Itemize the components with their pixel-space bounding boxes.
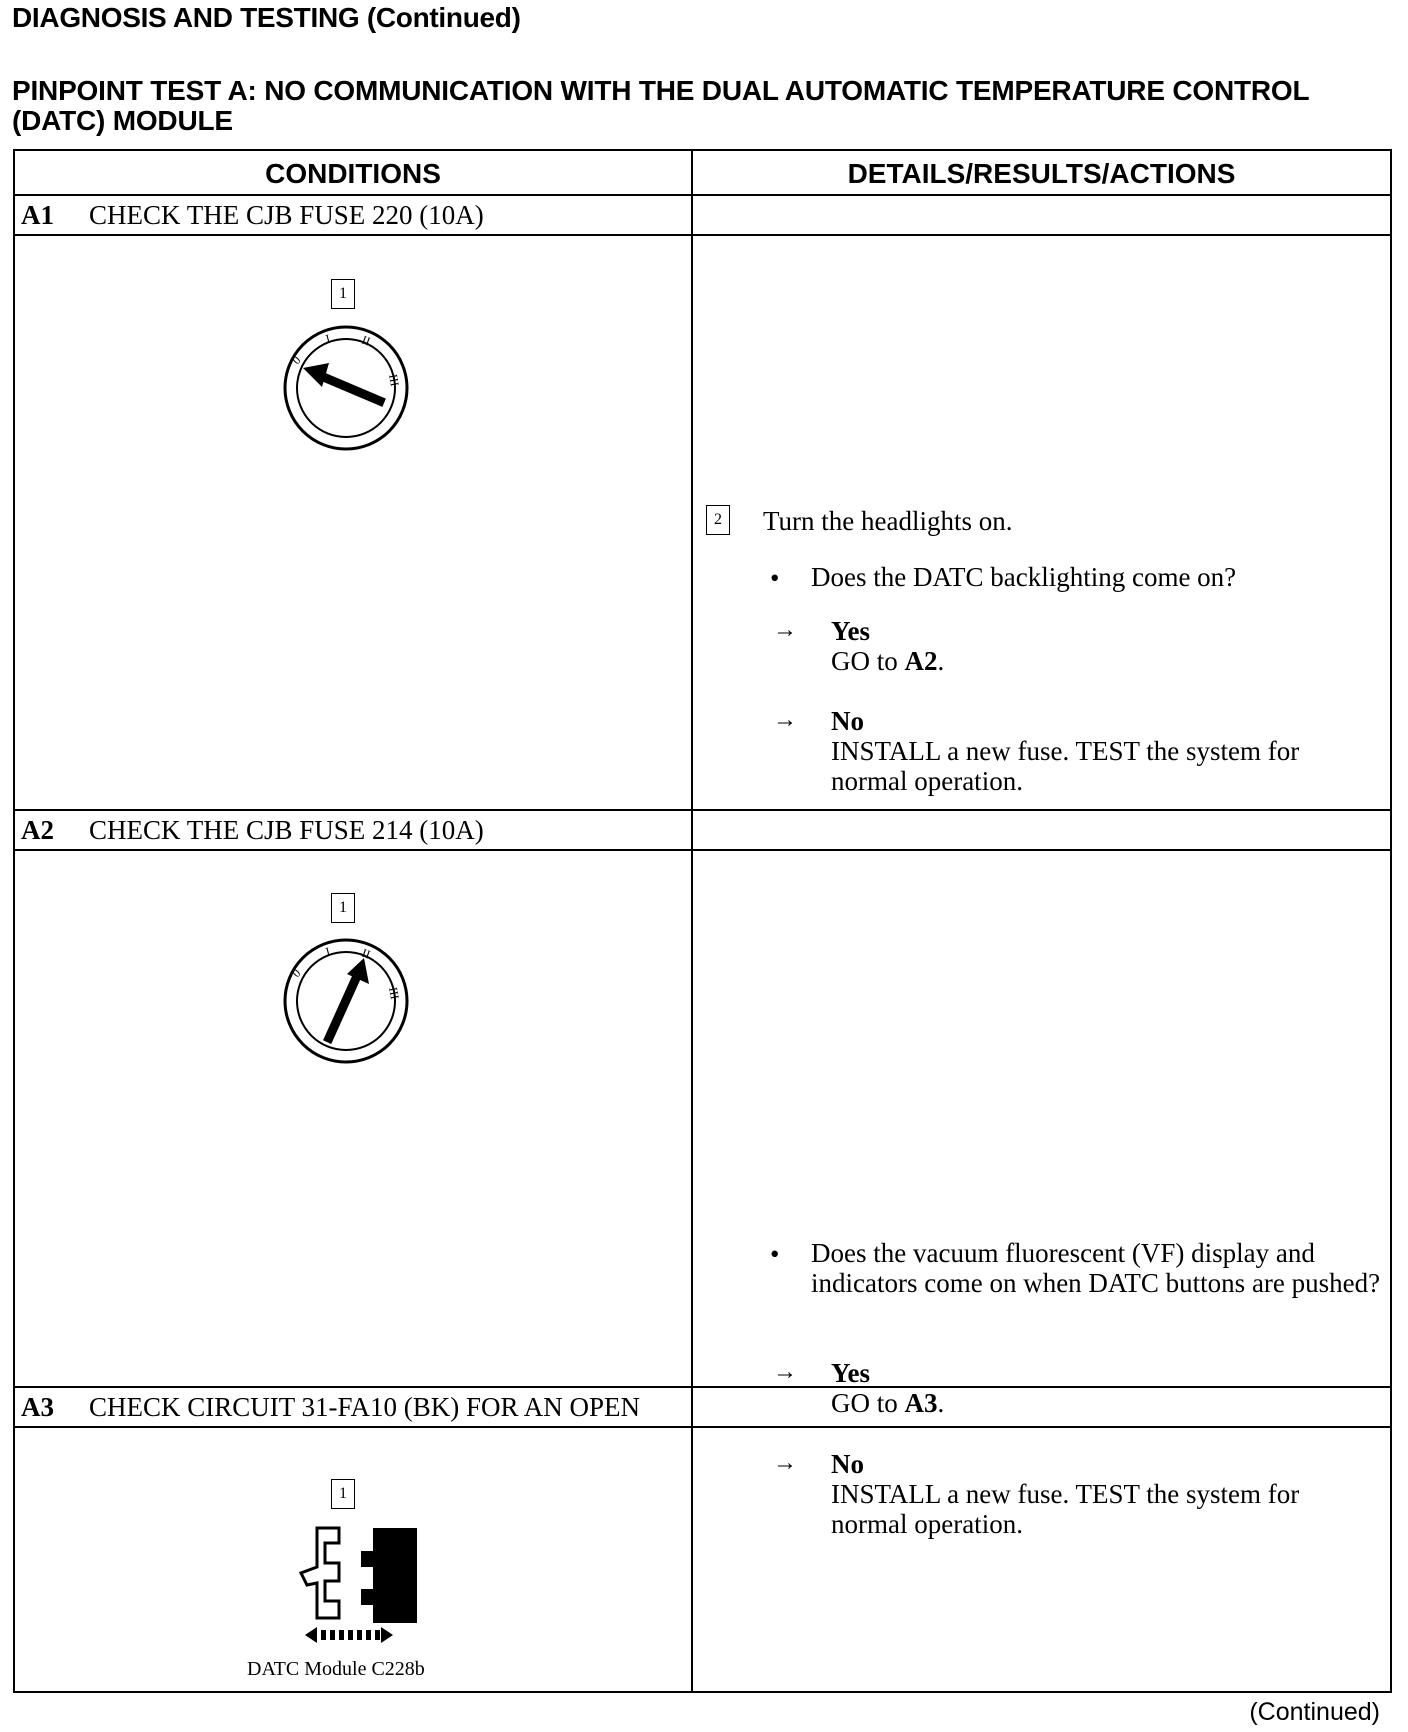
arrow-right-icon: →	[773, 1359, 797, 1385]
bullet-icon: •	[770, 1239, 780, 1269]
arrow-right-icon: →	[773, 707, 797, 733]
arrow-right-icon: →	[773, 617, 797, 643]
step-a3-header	[21, 1387, 640, 1427]
dial-label-2: II	[359, 332, 373, 349]
no-action: INSTALL a new fuse. TEST the system for normal operation.	[831, 736, 1300, 796]
yes-label: Yes	[831, 1358, 870, 1388]
column-divider	[691, 151, 693, 1693]
yes-action-target: A3	[904, 1388, 938, 1418]
step-id: A1	[21, 200, 54, 230]
yes-action: GO to A3.	[831, 1388, 945, 1418]
no-label: No	[831, 1449, 864, 1479]
column-header-details: DETAILS/RESULTS/ACTIONS	[847, 158, 1236, 189]
step-title: CHECK CIRCUIT 31-FA10 (BK) FOR AN OPEN	[89, 1392, 641, 1422]
pinpoint-test-table	[13, 149, 1392, 1693]
no-action: INSTALL a new fuse. TEST the system for normal operation.	[831, 1479, 1300, 1539]
step-a1-instruction: Turn the headlights on.	[763, 506, 1013, 536]
step-number-box: 2	[706, 505, 730, 535]
step-a1-header	[21, 195, 484, 235]
ignition-switch-run-icon	[281, 936, 411, 1066]
yes-action-prefix: GO to	[831, 646, 905, 676]
no-label: No	[831, 706, 864, 736]
figure-callout-1: 1	[331, 279, 355, 309]
bullet-icon: •	[770, 563, 780, 593]
step-a2-header	[21, 810, 484, 850]
yes-action-target: A2	[904, 646, 938, 676]
yes-label: Yes	[831, 616, 870, 646]
dial-label-off: 0	[289, 965, 304, 981]
figure-callout-1: 1	[331, 893, 355, 923]
pinpoint-test-title: PINPOINT TEST A: NO COMMUNICATION WITH THE DUAL AUTOMATIC TEMPERATURE CONTROL (DATC) MODULE	[12, 75, 1309, 136]
dial-label-off: 0	[289, 352, 304, 368]
dial-label-3: III	[386, 986, 402, 1001]
step-title: CHECK THE CJB FUSE 220 (10A)	[89, 200, 484, 230]
ignition-switch-off-icon	[281, 323, 411, 453]
dial-label-3: III	[386, 373, 402, 388]
yes-action-prefix: GO to	[831, 1388, 905, 1418]
connector-icon	[277, 1523, 429, 1647]
page-header: DIAGNOSIS AND TESTING (Continued)	[12, 2, 521, 33]
column-header-conditions: CONDITIONS	[265, 158, 441, 189]
figure-callout-1: 1	[331, 1479, 355, 1509]
step-id: A2	[21, 815, 54, 845]
arrow-right-icon: →	[773, 1450, 797, 1476]
figure-caption: DATC Module C228b	[247, 1658, 425, 1680]
yes-action: GO to A2.	[831, 646, 945, 676]
step-id: A3	[21, 1392, 54, 1422]
dial-label-1: I	[324, 331, 332, 346]
step-a1-question: Does the DATC backlighting come on?	[811, 562, 1237, 592]
step-a2-question: Does the vacuum fluorescent (VF) display and indicators come on when DATC buttons are pushed?	[811, 1238, 1381, 1298]
dial-label-2: II	[359, 945, 373, 962]
continued-footer: (Continued)	[1249, 1698, 1380, 1726]
step-title: CHECK THE CJB FUSE 214 (10A)	[89, 815, 484, 845]
dial-label-1: I	[324, 944, 332, 959]
